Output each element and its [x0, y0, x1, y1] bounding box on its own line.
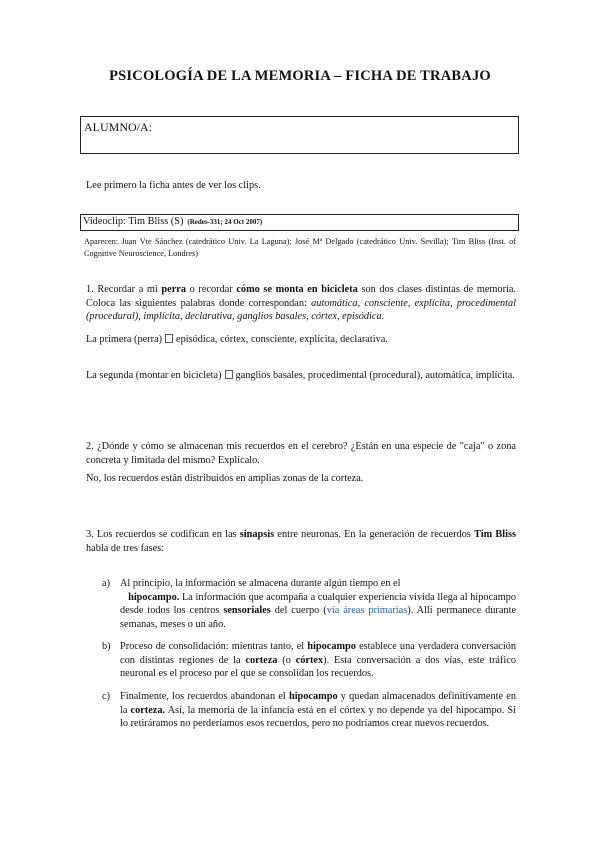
link-primary-areas[interactable]: vía áreas primarias	[326, 605, 408, 617]
videoclip-box	[80, 214, 519, 231]
question-2: 2. ¿Dónde y cómo se almacenan mis recuerdos en el cerebro? ¿Están en una especie de "caja" o zona concreta y limitada del mismo? Explícalo.	[86, 441, 516, 466]
arrow-icon	[165, 334, 173, 343]
participants-text: Aparecen: Juan Vte Sánchez (catedrático Univ. La Laguna); José Mª Delgado (catedrático Univ. Sevilla); Tim Bliss (Inst. of Cognitive Neuroscience, Londres)	[84, 237, 516, 258]
answer-1a: La primera (perra) episódica, córtex, consciente, explícita, declarativa.	[86, 334, 388, 345]
student-name-field[interactable]	[80, 116, 519, 154]
question-3: 3. Los recuerdos se codifican en las sinapsis entre neuronas. En la generación de recuerdos Tim Bliss habla de tres fases:	[86, 529, 516, 554]
list-item-a: a) Al principio, la información se almacena durante algún tiempo en el hipocampo. La información que acompaña a cualquier experiencia vivida llega al hipocampo desde todos los centros sensoriales del cuerpo (vía áreas primarias). Allí permanece durante semanas, meses o un año.	[102, 578, 517, 631]
videoclip-reference: (Redes-331; 24 Oct 2007)	[187, 218, 263, 226]
answer-1b: La segunda (montar en bicicleta) ganglios basales, procedimental (procedural), automática, implícita.	[86, 370, 515, 381]
list-item-b: b) Proceso de consolidación: mientras tanto, el hipocampo establece una verdadera conversación con distintas regiones de la corteza (o córtex). Esta conversación a dos vías, este tráfico neuronal es el proceso por el que se consolidan los recuerdos.	[102, 641, 516, 680]
student-name-label: ALUMNO/A:	[84, 120, 152, 134]
arrow-icon	[225, 370, 233, 379]
page-title: PSICOLOGÍA DE LA MEMORIA – FICHA DE TRABAJO	[109, 68, 491, 84]
intro-text: Lee primero la ficha antes de ver los clips.	[86, 180, 261, 191]
videoclip-label: Videoclip: Tim Bliss (S)	[83, 216, 184, 227]
question-1: 1. Recordar a mi perra o recordar cómo se monta en bicicleta son dos clases distintas de memoria. Coloca las siguientes palabras donde correspondan: automática, consciente, explícita, procedimental (procedural), implícita, declarativa, ganglios basales, córtex, episódica.	[86, 284, 517, 323]
list-item-c: c) Finalmente, los recuerdos abandonan el hipocampo y quedan almacenados definitivamente en la corteza. Así, la memoria de la infancia está en el córtex y no depende ya del hipocampo. Si lo retiráramos no perderíamos esos recuerdos, pero no podríamos crear nuevos recuerdos.	[102, 691, 516, 730]
answer-2: No, los recuerdos están distribuidos en amplias zonas de la corteza.	[86, 473, 364, 484]
